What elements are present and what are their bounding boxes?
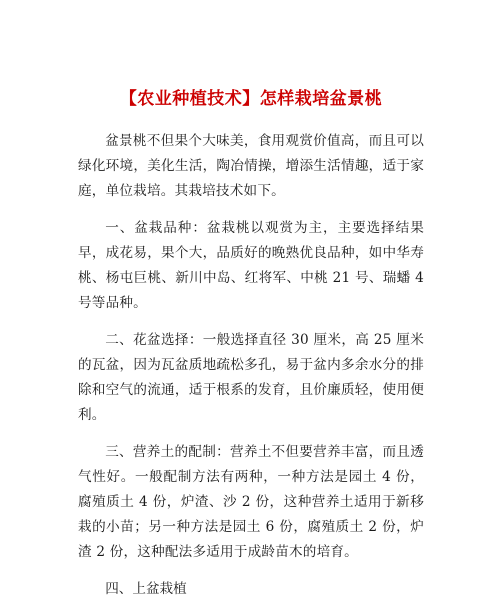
paragraph-nutrient-soil: 三、营养土的配制：营养土不但要营养丰富，而且透气性好。一般配制方法有两种，一种方法是园土 4 份，腐殖质土 4 份，炉渣、沙 2 份，这种营养土适用于新移栽的小苗；另一种方法是园土 6 份，腐殖质土 2 份，炉渣 2 份，这种配法多适用于成龄苗木的培育。 [78,444,424,560]
document-title: 【农业种植技术】怎样栽培盆景桃 [119,89,383,109]
paragraph-intro: 盆景桃不但果个大味美，食用观赏价值高，而且可以绿化环境，美化生活，陶冶情操，增添生活情趣，适于家庭，单位栽培。其栽培技术如下。 [78,133,424,199]
document-body [78,129,424,602]
paragraph-pot-selection: 二、花盆选择：一般选择直径 30 厘米，高 25 厘米的瓦盆，因为瓦盆质地疏松多孔，易于盆内多余水分的排除和空气的流通，适于根系的发育，且价廉质轻，使用便利。 [78,332,424,423]
section-heading-potting: 四、上盆栽植 [105,581,187,597]
paragraph-varieties: 一、盆栽品种：盆栽桃以观赏为主，主要选择结果早，成花易，果个大，品质好的晚熟优良品种，如中华寿桃、杨屯巨桃、新川中岛、红将军、中桃 21 号、瑞蟠 4 号等品种。 [78,220,424,311]
